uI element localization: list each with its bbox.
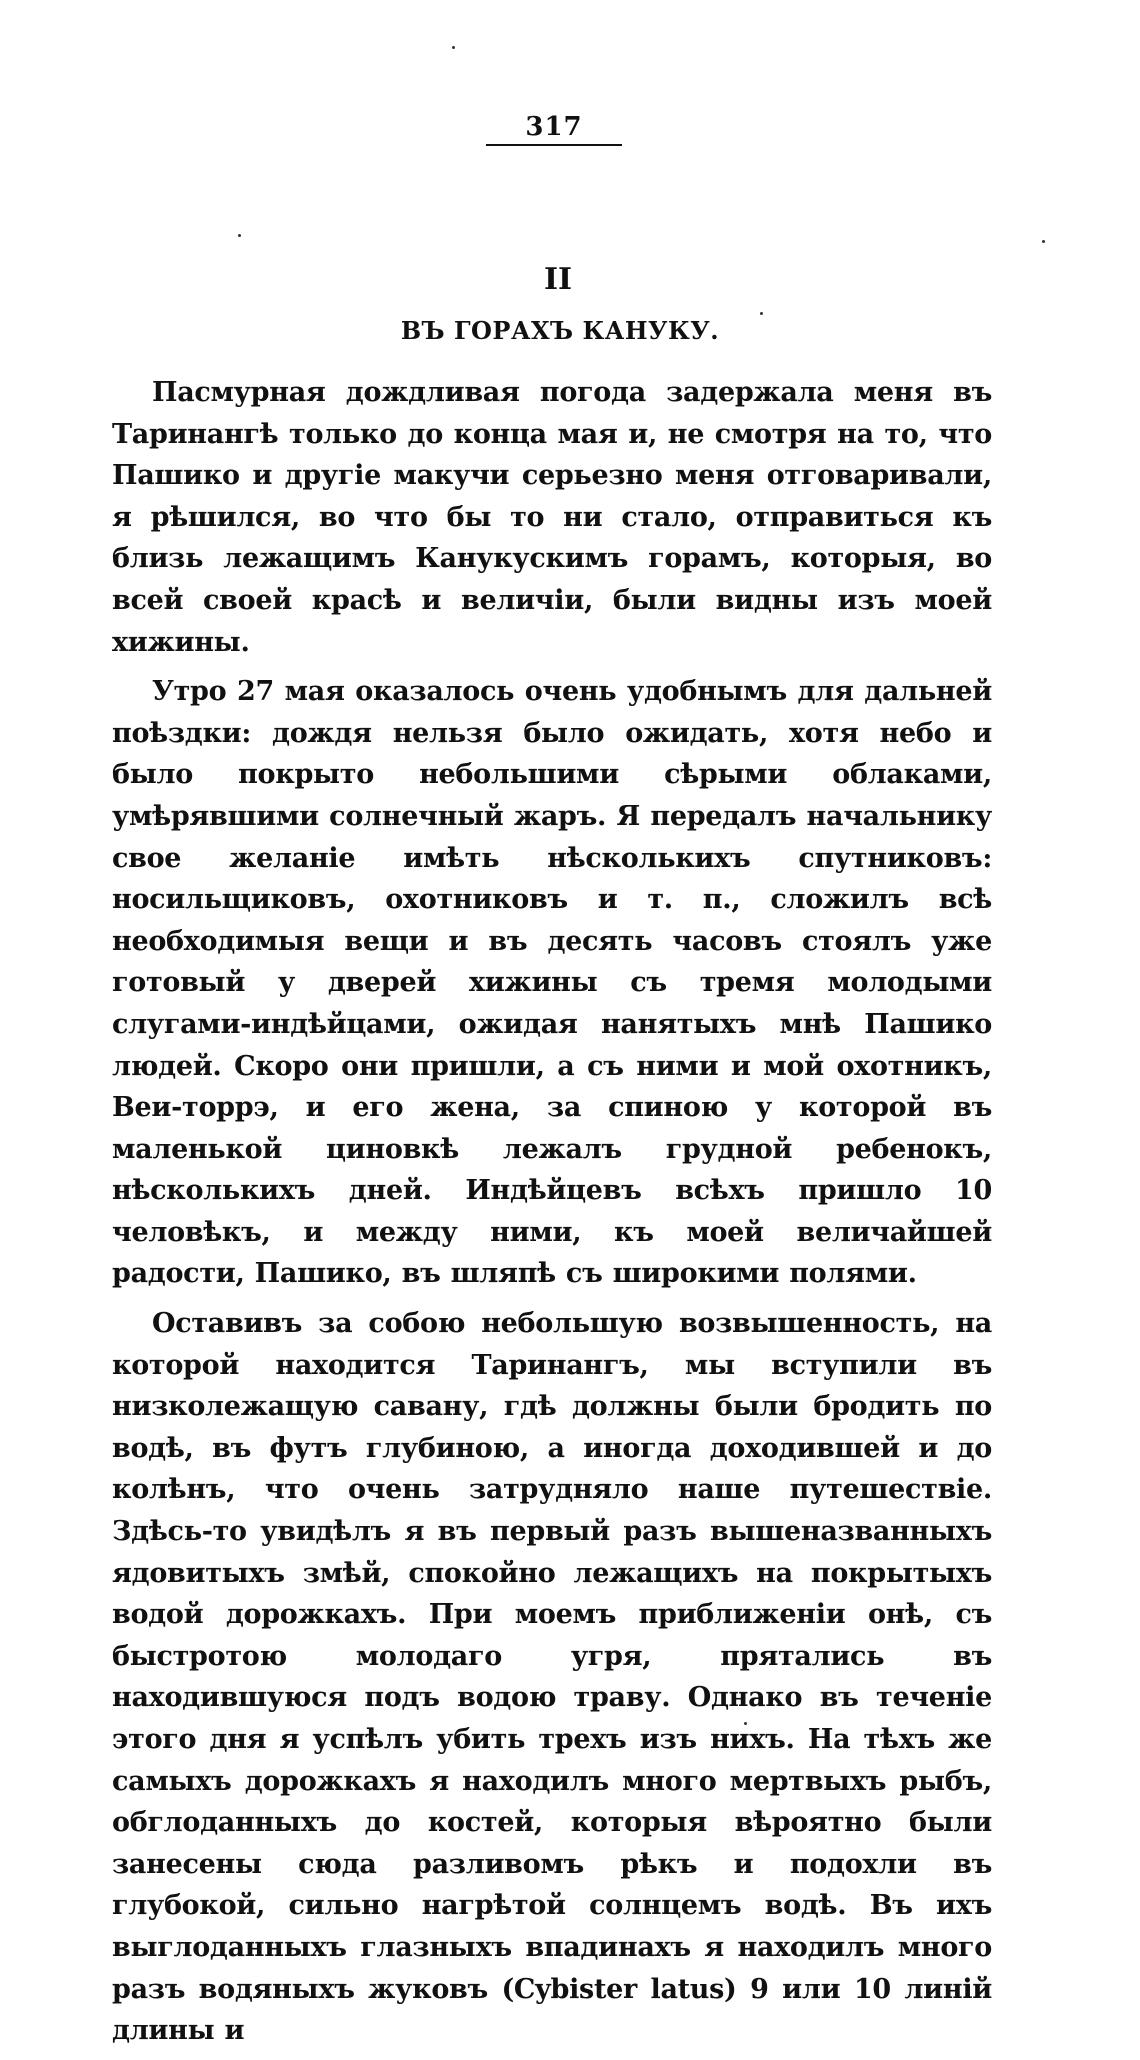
print-speck	[760, 312, 763, 315]
chapter-title: ВЪ ГОРАХЪ КАНУКУ.	[400, 316, 720, 345]
chapter-number: II	[543, 262, 573, 297]
page-number-rule	[486, 144, 622, 146]
print-speck	[1042, 240, 1045, 243]
print-speck	[452, 46, 455, 49]
paragraph: Пасмурная дождливая погода задержала меня въ Таринангѣ только до конца мая и, не смотря на то, что Пашико и другіе макучи серьезно меня отговаривали, я рѣшился, во что бы то ни стало, отправиться къ близь лежащимъ Канукускимъ горамъ, которыя, во всей своей красѣ и величіи, были видны изъ моей хижины.	[112, 377, 992, 658]
body-text	[112, 372, 992, 2060]
page-number: 317	[525, 112, 583, 142]
paragraph: Оставивъ за собою небольшую возвышенность, на которой находится Таринангъ, мы вступили въ низколежащую савану, гдѣ должны были бродить по водѣ, въ футъ глубиною, а иногда доходившей и до колѣнъ, что очень затрудняло наше путешествіе. Здѣсь-то увидѣлъ я въ первый разъ вышеназванныхъ ядовитыхъ змѣй, спокойно лежащихъ на покрытыхъ водой дорожкахъ. При моемъ приближеніи онѣ, съ быстротою молодаго угря, прятались въ находившуюся подъ водою траву. Однако въ теченіе этого дня я успѣлъ убить трехъ изъ нихъ. На тѣхъ же самыхъ дорожкахъ я находилъ много мертвыхъ рыбъ, обглоданныхъ до костей, которыя вѣроятно были занесены сюда разливомъ рѣкъ и подохли въ глубокой, сильно нагрѣтой солнцемъ водѣ. Въ ихъ выглоданныхъ глазныхъ впадинахъ я находилъ много разъ водяныхъ жуковъ (Cybister latus) 9 или 10 линій длины и	[112, 1308, 992, 2047]
print-speck	[238, 234, 241, 237]
paragraph: Утро 27 мая оказалось очень удобнымъ для дальней поѣздки: дождя нельзя было ожидать, хотя небо и было покрыто небольшими сѣрыми облаками, умѣрявшими солнечный жаръ. Я передалъ начальнику свое желаніе имѣть нѣсколькихъ спутниковъ: носильщиковъ, охотниковъ и т. п., сложилъ всѣ необходимыя вещи и въ десять часовъ стоялъ уже готовый у дверей хижины съ тремя молодыми слугами-индѣйцами, ожидая нанятыхъ мнѣ Пашико людей. Скоро они пришли, а съ ними и мой охотникъ, Веи-торрэ, и его жена, за спиною у которой въ маленькой циновкѣ лежалъ грудной ребенокъ, нѣсколькихъ дней. Индѣйцевъ всѣхъ пришло 10 человѣкъ, и между ними, къ моей величайшей радости, Пашико, въ шляпѣ съ широкими полями.	[112, 676, 992, 1290]
